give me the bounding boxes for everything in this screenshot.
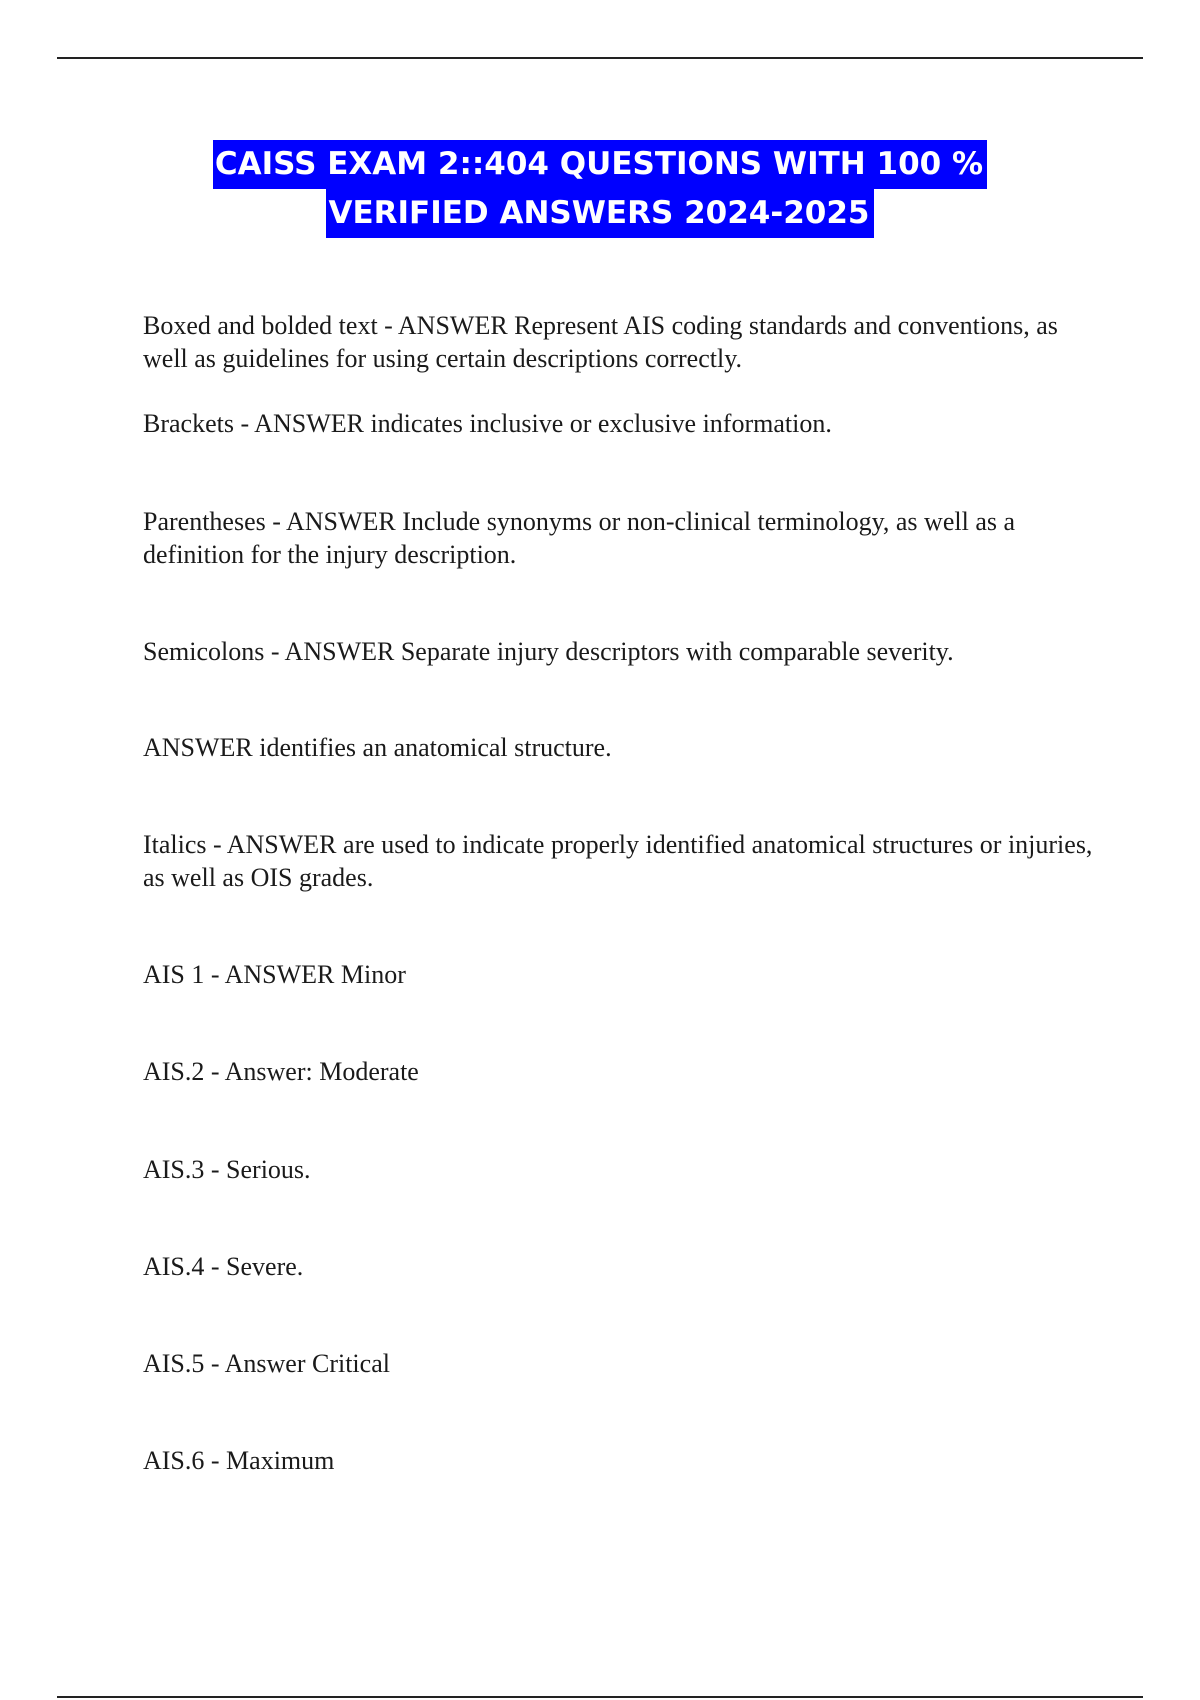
qa-entry-italics: Italics - ANSWER are used to indicate properly identified anatomical structures or injuries, as well as OIS grades. (143, 830, 1093, 892)
top-divider (57, 57, 1143, 59)
qa-entry-ais-4: AIS.4 - Severe. (143, 1252, 304, 1281)
qa-entry-parentheses: Parentheses - ANSWER Include synonyms or non-clinical terminology, as well as a definition for the injury description. (143, 507, 1016, 569)
qa-entry-semicolons: Semicolons - ANSWER Separate injury descriptors with comparable severity. (143, 637, 954, 666)
title-line-2: VERIFIED ANSWERS 2024-2025 (326, 189, 873, 238)
qa-entry-boxed-bolded-text: Boxed and bolded text - ANSWER Represent AIS coding standards and conventions, as well as guidelines for using certain descriptions correctly. (143, 311, 1058, 373)
qa-entry-anatomical-structure: ANSWER identifies an anatomical structure. (143, 733, 612, 762)
qa-entry-ais-6: AIS.6 - Maximum (143, 1446, 335, 1475)
qa-entry-ais-1: AIS 1 - ANSWER Minor (143, 960, 406, 989)
qa-entry-brackets: Brackets - ANSWER indicates inclusive or exclusive information. (143, 409, 832, 438)
qa-entry-ais-2: AIS.2 - Answer: Moderate (143, 1057, 419, 1086)
qa-entry-ais-5: AIS.5 - Answer Critical (143, 1349, 390, 1378)
qa-entry-ais-3: AIS.3 - Serious. (143, 1155, 311, 1184)
title-line-1: CAISS EXAM 2::404 QUESTIONS WITH 100 % (213, 140, 987, 189)
document-title (0, 140, 1200, 238)
bottom-divider (57, 1696, 1143, 1698)
